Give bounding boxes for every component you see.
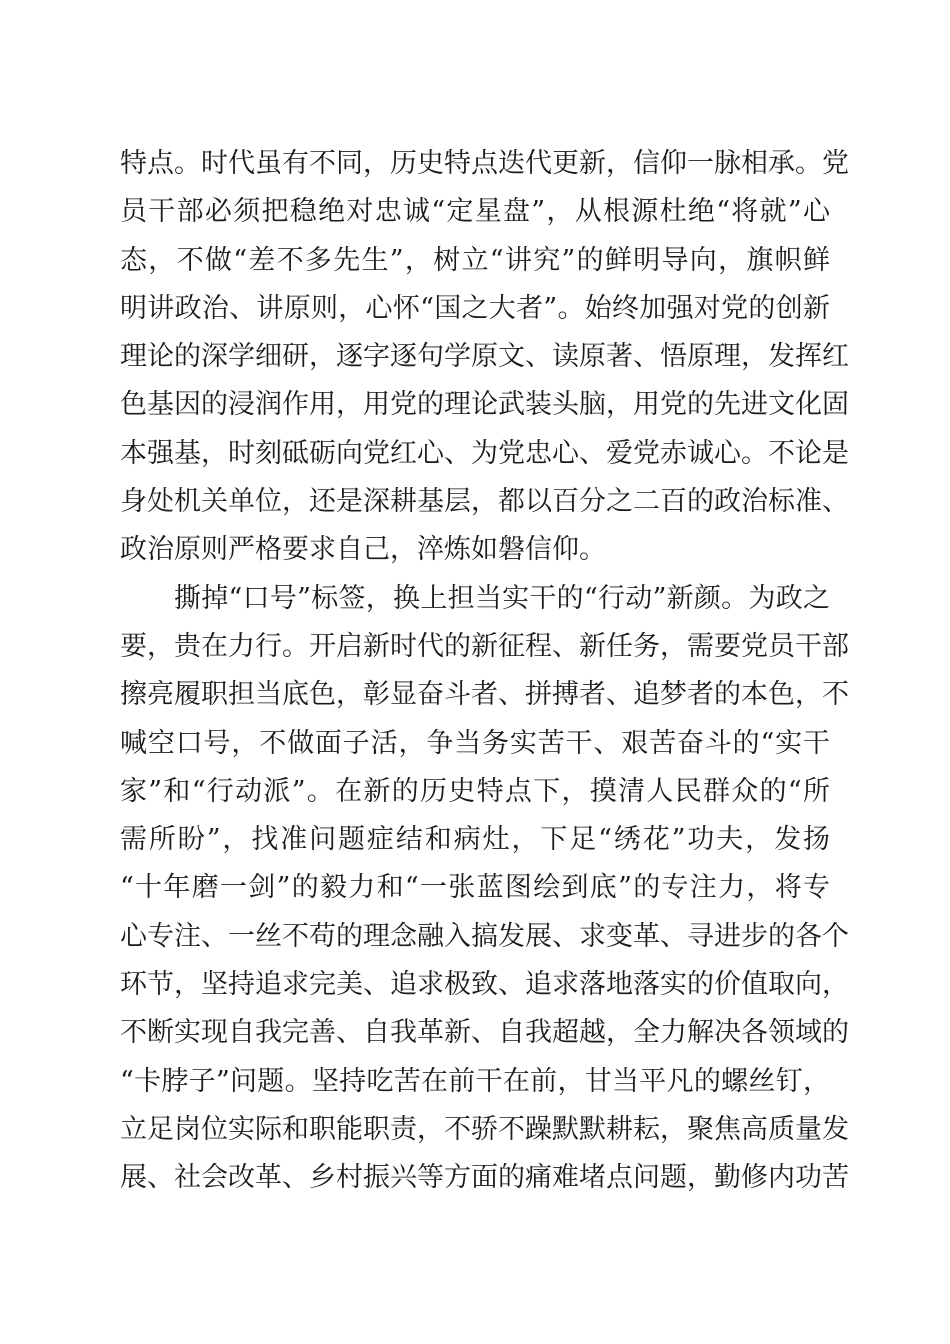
- text-line: 立足岗位实际和职能职责，不骄不躁默默耕耘，聚焦高质量发: [120, 1113, 849, 1145]
- text-line: 需所盼”，找准问题症结和病灶，下足“绣花”功夫，发扬: [120, 824, 830, 856]
- text-line: “卡脖子”问题。坚持吃苦在前干在前，甘当平凡的螺丝钉，: [120, 1065, 830, 1097]
- text-line: 员干部必须把稳绝对忠诚“定星盘”，从根源杜绝“将就”心: [120, 196, 830, 228]
- text-line: 环节，坚持追求完美、追求极致、追求落地落实的价值取向，: [120, 969, 849, 1001]
- text-line: 态，不做“差不多先生”，树立“讲究”的鲜明导向，旗帜鲜: [120, 244, 830, 276]
- text-line: 不断实现自我完善、自我革新、自我超越，全力解决各领域的: [120, 1017, 849, 1049]
- text-line: 身处机关单位，还是深耕基层，都以百分之二百的政治标准、: [120, 486, 849, 518]
- text-line: 本强基，时刻砥砺向党红心、为党忠心、爱党赤诚心。不论是: [120, 437, 849, 469]
- text-line: 明讲政治、讲原则，心怀“国之大者”。始终加强对党的创新: [120, 292, 830, 324]
- text-line: 心专注、一丝不苟的理念融入搞发展、求变革、寻进步的各个: [120, 920, 849, 952]
- text-line: 要，贵在力行。开启新时代的新征程、新任务，需要党员干部: [120, 630, 849, 662]
- text-line: “十年磨一剑”的毅力和“一张蓝图绘到底”的专注力，将专: [120, 872, 830, 904]
- text-line: 撕掉“口号”标签，换上担当实干的“行动”新颜。为政之: [174, 582, 830, 614]
- text-line: 擦亮履职担当底色，彰显奋斗者、拼搏者、追梦者的本色，不: [120, 679, 849, 711]
- text-line: 色基因的浸润作用，用党的理论武装头脑，用党的先进文化固: [120, 389, 849, 421]
- text-line: 家”和“行动派”。在新的历史特点下，摸清人民群众的“所: [120, 775, 830, 807]
- text-line: 政治原则严格要求自己，淬炼如磐信仰。: [120, 534, 606, 566]
- text-line: 喊空口号，不做面子活，争当务实苦干、艰苦奋斗的“实干: [120, 727, 830, 759]
- text-line: 理论的深学细研，逐字逐句学原文、读原著、悟原理，发挥红: [120, 341, 849, 373]
- text-line: 特点。时代虽有不同，历史特点迭代更新，信仰一脉相承。党: [120, 148, 849, 179]
- text-line: 展、社会改革、乡村振兴等方面的痛难堵点问题，勤修内功苦: [120, 1162, 849, 1194]
- body-text: [120, 140, 849, 1203]
